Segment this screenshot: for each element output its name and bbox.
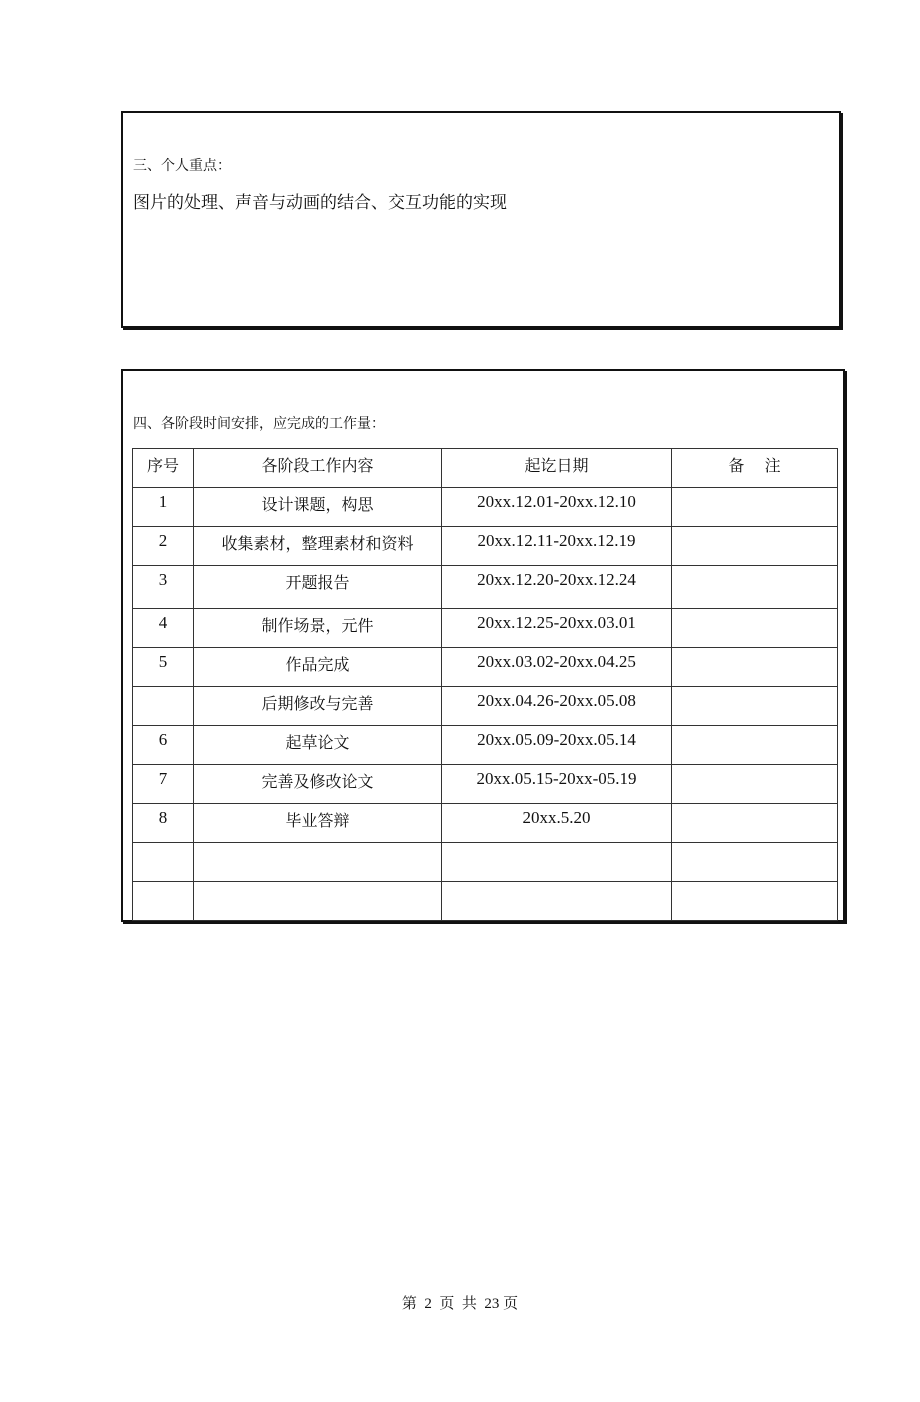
cell-index: 3	[133, 566, 194, 609]
cell-content: 设计课题，构思	[194, 488, 442, 527]
table-row	[133, 648, 838, 687]
personal-focus-section	[121, 111, 841, 328]
cell-dates: 20xx.12.25-20xx.03.01	[442, 609, 672, 648]
table-row	[133, 726, 838, 765]
cell-notes	[672, 726, 838, 765]
cell-content: 毕业答辩	[194, 804, 442, 843]
section-heading: 四、各阶段时间安排，应完成的工作量：	[133, 416, 385, 432]
cell-index: 4	[133, 609, 194, 648]
schedule-section	[121, 369, 845, 922]
cell-content	[194, 843, 442, 882]
cell-content: 后期修改与完善	[194, 687, 442, 726]
column-header-dates: 起讫日期	[442, 449, 672, 488]
cell-dates	[442, 882, 672, 921]
cell-dates: 20xx.12.01-20xx.12.10	[442, 488, 672, 527]
cell-content: 起草论文	[194, 726, 442, 765]
cell-index	[133, 843, 194, 882]
personal-focus-text: 图片的处理、声音与动画的结合、交互功能的实现	[133, 193, 507, 213]
table-row	[133, 527, 838, 566]
cell-dates: 20xx.04.26-20xx.05.08	[442, 687, 672, 726]
page-footer: 第 2 页 共 23 页	[401, 1296, 519, 1312]
column-header-notes: 备 注	[672, 449, 838, 488]
cell-dates	[442, 843, 672, 882]
column-header-index: 序号	[133, 449, 194, 488]
table-row	[133, 804, 838, 843]
cell-dates: 20xx.03.02-20xx.04.25	[442, 648, 672, 687]
cell-notes	[672, 882, 838, 921]
cell-notes	[672, 804, 838, 843]
cell-notes	[672, 765, 838, 804]
table-header-row	[133, 449, 838, 488]
cell-index: 5	[133, 648, 194, 687]
table-row	[133, 609, 838, 648]
cell-index	[133, 882, 194, 921]
table-row	[133, 488, 838, 527]
cell-content: 收集素材，整理素材和资料	[194, 527, 442, 566]
cell-content	[194, 882, 442, 921]
cell-dates: 20xx.05.15-20xx-05.19	[442, 765, 672, 804]
cell-notes	[672, 687, 838, 726]
cell-content: 完善及修改论文	[194, 765, 442, 804]
column-header-content: 各阶段工作内容	[194, 449, 442, 488]
cell-notes	[672, 566, 838, 609]
table-row	[133, 687, 838, 726]
cell-notes	[672, 843, 838, 882]
schedule-table	[132, 448, 838, 921]
cell-index: 2	[133, 527, 194, 566]
cell-dates: 20xx.12.20-20xx.12.24	[442, 566, 672, 609]
cell-notes	[672, 488, 838, 527]
cell-index: 6	[133, 726, 194, 765]
cell-index: 8	[133, 804, 194, 843]
table-row	[133, 765, 838, 804]
section-heading: 三、个人重点：	[133, 158, 231, 174]
cell-content: 作品完成	[194, 648, 442, 687]
cell-content: 制作场景，元件	[194, 609, 442, 648]
cell-dates: 20xx.05.09-20xx.05.14	[442, 726, 672, 765]
table-row	[133, 843, 838, 882]
cell-dates: 20xx.12.11-20xx.12.19	[442, 527, 672, 566]
table-row	[133, 882, 838, 921]
cell-notes	[672, 609, 838, 648]
cell-index	[133, 687, 194, 726]
cell-index: 7	[133, 765, 194, 804]
cell-content: 开题报告	[194, 566, 442, 609]
cell-notes	[672, 648, 838, 687]
cell-notes	[672, 527, 838, 566]
table-row	[133, 566, 838, 609]
cell-dates: 20xx.5.20	[442, 804, 672, 843]
cell-index: 1	[133, 488, 194, 527]
